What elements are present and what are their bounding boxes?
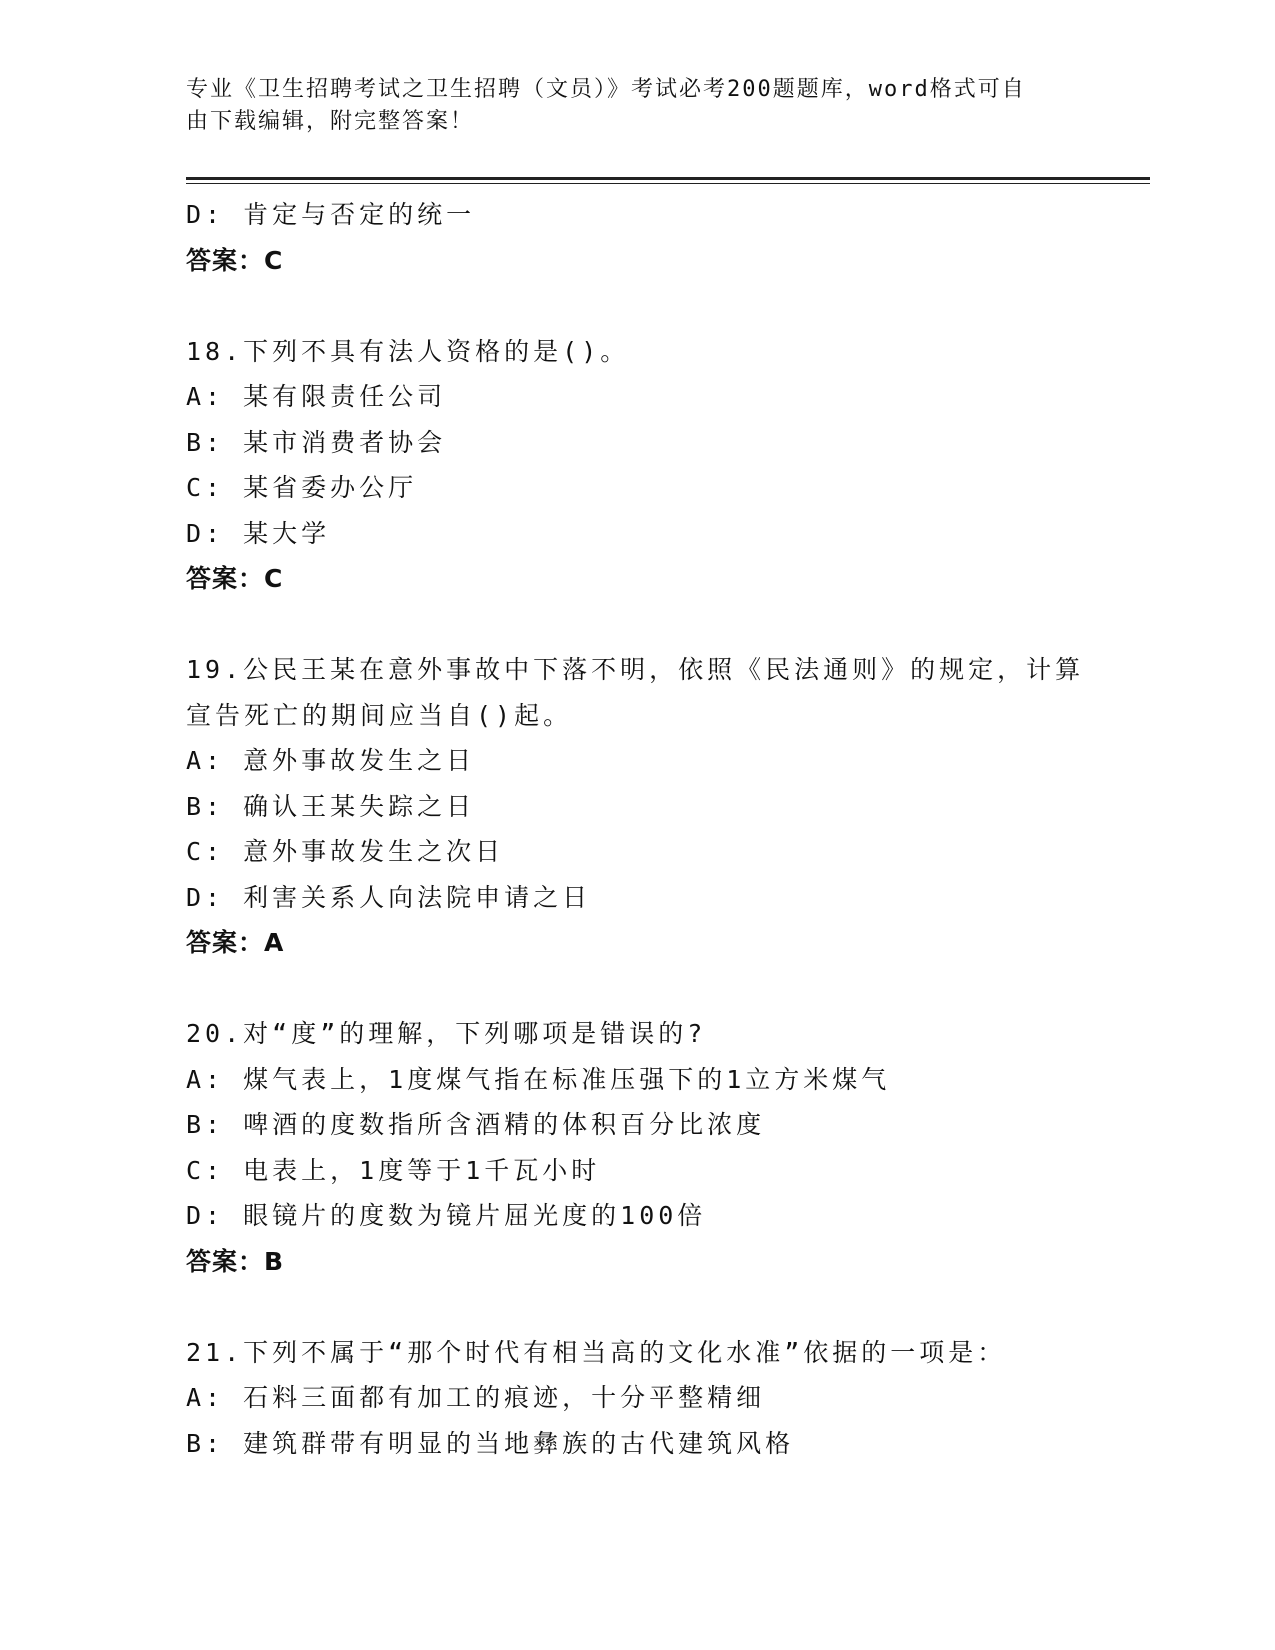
question-17-tail: [186, 192, 1146, 283]
question-list: [186, 192, 1146, 1466]
header-divider-thick: [186, 177, 1150, 180]
question-21: [186, 1330, 1146, 1467]
option-d: D: 某大学: [186, 518, 331, 548]
document-header: [186, 74, 1066, 138]
answer-line: 答案：C: [186, 245, 284, 275]
option-a: A: 意外事故发生之日: [186, 746, 476, 775]
spacer: [186, 1284, 1146, 1330]
option-c: C: 电表上，1度等于1千瓦小时: [186, 1155, 601, 1185]
header-title-line-2: 由下载编辑，附完整答案！: [186, 109, 475, 134]
option-a: A: 石料三面都有加工的痕迹，十分平整精细: [186, 1383, 766, 1412]
option-b: B: 啤酒的度数指所含酒精的体积百分比浓度: [186, 1110, 766, 1139]
option-c: C: 某省委办公厅: [186, 473, 418, 502]
option-d: D: 肯定与否定的统一: [186, 200, 476, 229]
question-18: [186, 329, 1146, 602]
answer-line: 答案：B: [186, 1246, 285, 1276]
spacer: [186, 283, 1146, 329]
answer-line: 答案：C: [186, 564, 284, 593]
question-19: [186, 647, 1146, 966]
header-divider-thin: [186, 183, 1150, 184]
question-stem: 18.下列不具有法人资格的是()。: [186, 336, 630, 366]
spacer: [186, 602, 1146, 648]
option-b: B: 建筑群带有明显的当地彝族的古代建筑风格: [186, 1428, 795, 1458]
option-b: B: 确认王某失踪之日: [186, 791, 476, 821]
question-20: [186, 1011, 1146, 1284]
option-d: D: 利害关系人向法院申请之日: [186, 882, 592, 912]
question-stem-line-1: 19.公民王某在意外事故中下落不明，依照《民法通则》的规定，计算: [186, 655, 1085, 684]
option-a: A: 某有限责任公司: [186, 382, 447, 411]
option-c: C: 意外事故发生之次日: [186, 837, 505, 866]
question-stem: 21.下列不属于“那个时代有相当高的文化水准”依据的一项是：: [186, 1337, 1007, 1367]
header-title-line-1: 专业《卫生招聘考试之卫生招聘（文员）》考试必考200题题库，word格式可自: [186, 77, 1026, 102]
spacer: [186, 966, 1146, 1012]
option-a: A: 煤气表上，1度煤气指在标准压强下的1立方米煤气: [186, 1064, 891, 1094]
question-stem: 20.对“度”的理解，下列哪项是错误的?: [186, 1019, 707, 1048]
option-d: D: 眼镜片的度数为镜片屈光度的100倍: [186, 1201, 707, 1230]
option-b: B: 某市消费者协会: [186, 427, 447, 457]
question-stem-line-2: 宣告死亡的期间应当自()起。: [186, 700, 573, 730]
answer-line: 答案：A: [186, 928, 285, 957]
